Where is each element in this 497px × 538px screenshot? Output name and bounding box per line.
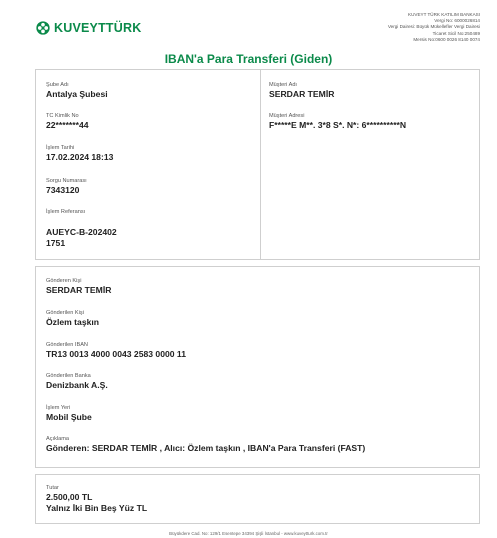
branch-field [46,82,108,100]
customer-address-field [269,113,406,131]
recipient-field [46,310,99,328]
reference-value-line1: AUEYC-B-202402 [46,227,117,237]
tc-no-field [46,113,89,131]
bank-info-mersis: Mersis No:0600 0026 8140 0074 [413,36,480,42]
query-number-label: Sorgu Numarası [46,178,87,184]
transaction-date-field [46,145,113,163]
tc-no-value: 22*******44 [46,120,89,130]
bank-field [46,373,108,391]
kuveytturk-logo [36,21,141,35]
amount-label: Tutar [46,485,59,491]
kuveytturk-emblem-icon [36,21,50,35]
customer-name-label: Müşteri Adı [269,82,297,88]
query-number-field [46,178,87,196]
bank-value: Denizbank A.Ş. [46,380,108,390]
iban-field [46,342,186,360]
customer-address-label: Müşteri Adresi [269,113,305,119]
location-value: Mobil Şube [46,412,92,422]
amount-box [35,474,480,524]
tc-no-label: TC Kimlik No [46,113,79,119]
sender-field [46,278,111,296]
document-title: IBAN'a Para Transferi (Giden) [164,52,333,66]
sender-label: Gönderen Kişi [46,278,82,284]
bank-info-trade-registry: Ticaret Sicil No:250489 [432,30,480,36]
footer-address: Büyükdere Cad. No: 129/1 Esentepe 34394 Şişli İstanbul - www.kuveytturk.com.tr [169,531,328,536]
iban-label: Gönderilen IBAN [46,342,88,348]
bank-info [388,12,480,43]
iban-value: TR13 0013 4000 0043 2583 0000 11 [46,349,187,359]
transaction-date-value: 17.02.2024 18:13 [46,152,114,162]
transaction-info-box [35,69,480,260]
bank-info-tax-no: Vergi No: 6000026814 [434,18,480,24]
query-number-value: 7343120 [46,185,80,195]
sender-value: SERDAR TEMİR [46,285,112,295]
logo-text: KUVEYTTÜRK [54,21,142,35]
description-value: Gönderen: SERDAR TEMİR , Alıcı: Özlem taşkın , IBAN'a Para Transferi (FAST) [46,443,366,453]
transfer-details-box [35,266,480,468]
amount-in-words: Yalnız İki Bin Beş Yüz TL [46,502,148,513]
recipient-label: Gönderilen Kişi [46,310,84,316]
reference-value-line2: 1751 [46,237,66,248]
amount-value: 2.500,00 TL [46,492,93,502]
location-field [46,405,92,423]
bank-label: Gönderilen Banka [46,373,91,379]
location-label: İşlem Yeri [46,405,71,411]
reference-label: İşlem Referansı [46,209,86,215]
recipient-value: Özlem taşkın [46,317,100,327]
customer-name-field [269,82,334,100]
bank-info-tax-office: Vergi Dairesi: Büyük Mükellefler Vergi Dairesi [387,24,480,30]
customer-name-value: SERDAR TEMİR [269,89,335,99]
amount-field [46,485,147,513]
reference-field [46,209,117,248]
branch-value: Antalya Şubesi [46,89,108,99]
description-label: Açıklama [46,436,70,442]
column-divider [260,70,261,259]
branch-label: Şube Adı [46,82,69,88]
description-field [46,436,365,454]
transaction-date-label: İşlem Tarihi [46,145,75,151]
bank-info-name: KUVEYT TÜRK KATILIM BANKASI [408,12,480,17]
customer-address-value: F*****E M**. 3*8 S*. N*: 6**********N [269,120,407,130]
